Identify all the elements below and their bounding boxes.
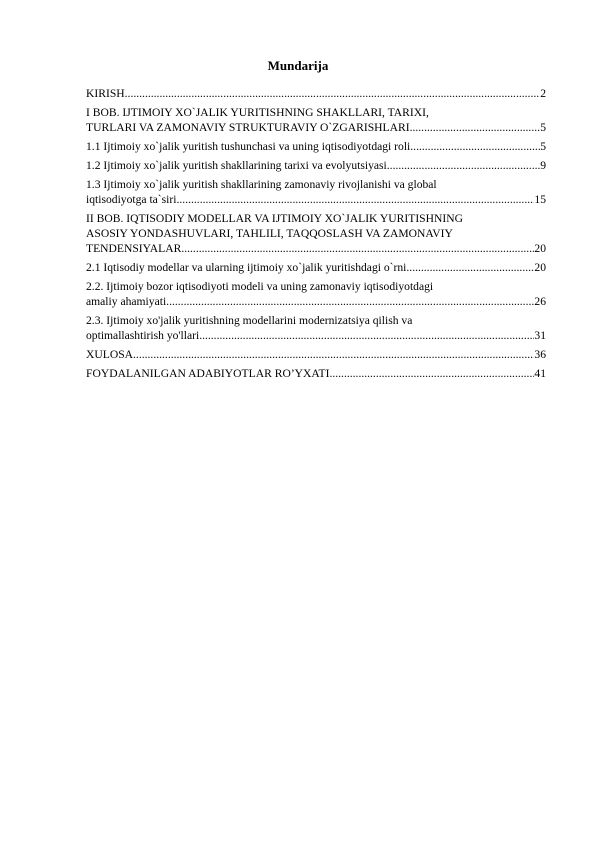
toc-entry-leader-line xyxy=(86,294,546,309)
toc-entry-leader-line xyxy=(86,139,546,154)
toc-entry-title: optimallashtirish yo'llari xyxy=(86,329,200,342)
toc-entry-title-line: I BOB. IJTIMOIY XO`JALIK YURITISHNING SHAKLLARI, TARIXI, xyxy=(86,106,429,119)
dot-leader xyxy=(329,366,534,381)
toc-entry-title-line: II BOB. IQTISODIY MODELLAR VA IJTIMOIY XO`JALIK YURITISHNING xyxy=(86,212,463,225)
toc-entry[interactable] xyxy=(86,105,546,135)
toc-page-number: 9 xyxy=(540,159,546,172)
dot-leader xyxy=(410,139,540,154)
toc-entry-title-line: 2.2. Ijtimoiy bozor iqtisodiyoti modeli va uning zamonaviy iqtisodiyotdagi xyxy=(86,280,434,293)
dot-leader xyxy=(199,328,534,343)
toc-entry-title: KIRISH xyxy=(86,87,125,100)
dot-leader xyxy=(410,120,541,135)
toc-page-number: 2 xyxy=(540,87,546,100)
toc-entry-title: TENDENSIYALAR xyxy=(86,242,182,255)
toc-entry[interactable] xyxy=(86,211,546,256)
toc-page-number: 15 xyxy=(534,193,546,206)
toc-page-number: 41 xyxy=(534,367,546,380)
toc-entry-title: FOYDALANILGAN ADABIYOTLAR RO’YXATI xyxy=(86,367,330,380)
table-of-contents xyxy=(86,86,546,385)
toc-entry-leader-line xyxy=(86,260,546,275)
toc-entry-title: XULOSA xyxy=(86,348,134,361)
toc-entry-leader-line xyxy=(86,366,546,381)
toc-entry-leader-line xyxy=(86,192,546,207)
toc-entry[interactable] xyxy=(86,279,546,309)
toc-entry-title: amaliy ahamiyati xyxy=(86,295,167,308)
toc-entry-leader-line xyxy=(86,328,546,343)
toc-entry-leader-line xyxy=(86,241,546,256)
dot-leader xyxy=(133,347,534,362)
toc-entry-title-line: ASOSIY YONDASHUVLARI, TAHLILI, TAQQOSLASH VA ZAMONAVIY xyxy=(86,227,453,240)
dot-leader xyxy=(177,192,535,207)
toc-entry[interactable] xyxy=(86,366,546,381)
toc-page-number: 20 xyxy=(534,242,546,255)
toc-entry-leader-line xyxy=(86,86,546,101)
toc-entry-title: TURLARI VA ZAMONAVIY STRUKTURAVIY O`ZGARISHLARI xyxy=(86,121,410,134)
dot-leader xyxy=(406,260,534,275)
dot-leader xyxy=(125,86,541,101)
toc-page-number: 5 xyxy=(540,140,546,153)
toc-entry-title: 1.1 Ijtimoiy xo`jalik yuritish tushunchasi va uning iqtisodiyotdagi roli xyxy=(86,140,411,153)
toc-entry-leader-line xyxy=(86,120,546,135)
toc-entry[interactable] xyxy=(86,86,546,101)
toc-page-number: 5 xyxy=(540,121,546,134)
dot-leader xyxy=(387,158,540,173)
toc-page-number: 20 xyxy=(534,261,546,274)
toc-entry[interactable] xyxy=(86,139,546,154)
dot-leader xyxy=(181,241,534,256)
toc-entry[interactable] xyxy=(86,313,546,343)
toc-entry-title-line: 1.3 Ijtimoiy xo`jalik yuritish shakllarining zamonaviy rivojlanishi va global xyxy=(86,178,437,191)
toc-entry-title: 2.1 Iqtisodiy modellar va ularning ijtimoiy xo`jalik yuritishdagi o`rni xyxy=(86,261,407,274)
toc-page-number: 36 xyxy=(534,348,546,361)
toc-entry-leader-line xyxy=(86,158,546,173)
toc-entry-title-line: 2.3. Ijtimoiy xo'jalik yuritishning modellarini modernizatsiya qilish va xyxy=(86,314,413,327)
toc-entry[interactable] xyxy=(86,347,546,362)
toc-entry[interactable] xyxy=(86,260,546,275)
page-title: Mundarija xyxy=(267,58,329,73)
toc-entry-title: 1.2 Ijtimoiy xo`jalik yuritish shakllarining tarixi va evolyutsiyasi xyxy=(86,159,387,172)
toc-entry[interactable] xyxy=(86,158,546,173)
toc-entry-leader-line xyxy=(86,347,546,362)
toc-page-number: 31 xyxy=(534,329,546,342)
toc-page-number: 26 xyxy=(534,295,546,308)
toc-entry-title: iqtisodiyotga ta`siri xyxy=(86,193,177,206)
toc-entry[interactable] xyxy=(86,177,546,207)
dot-leader xyxy=(166,294,534,309)
